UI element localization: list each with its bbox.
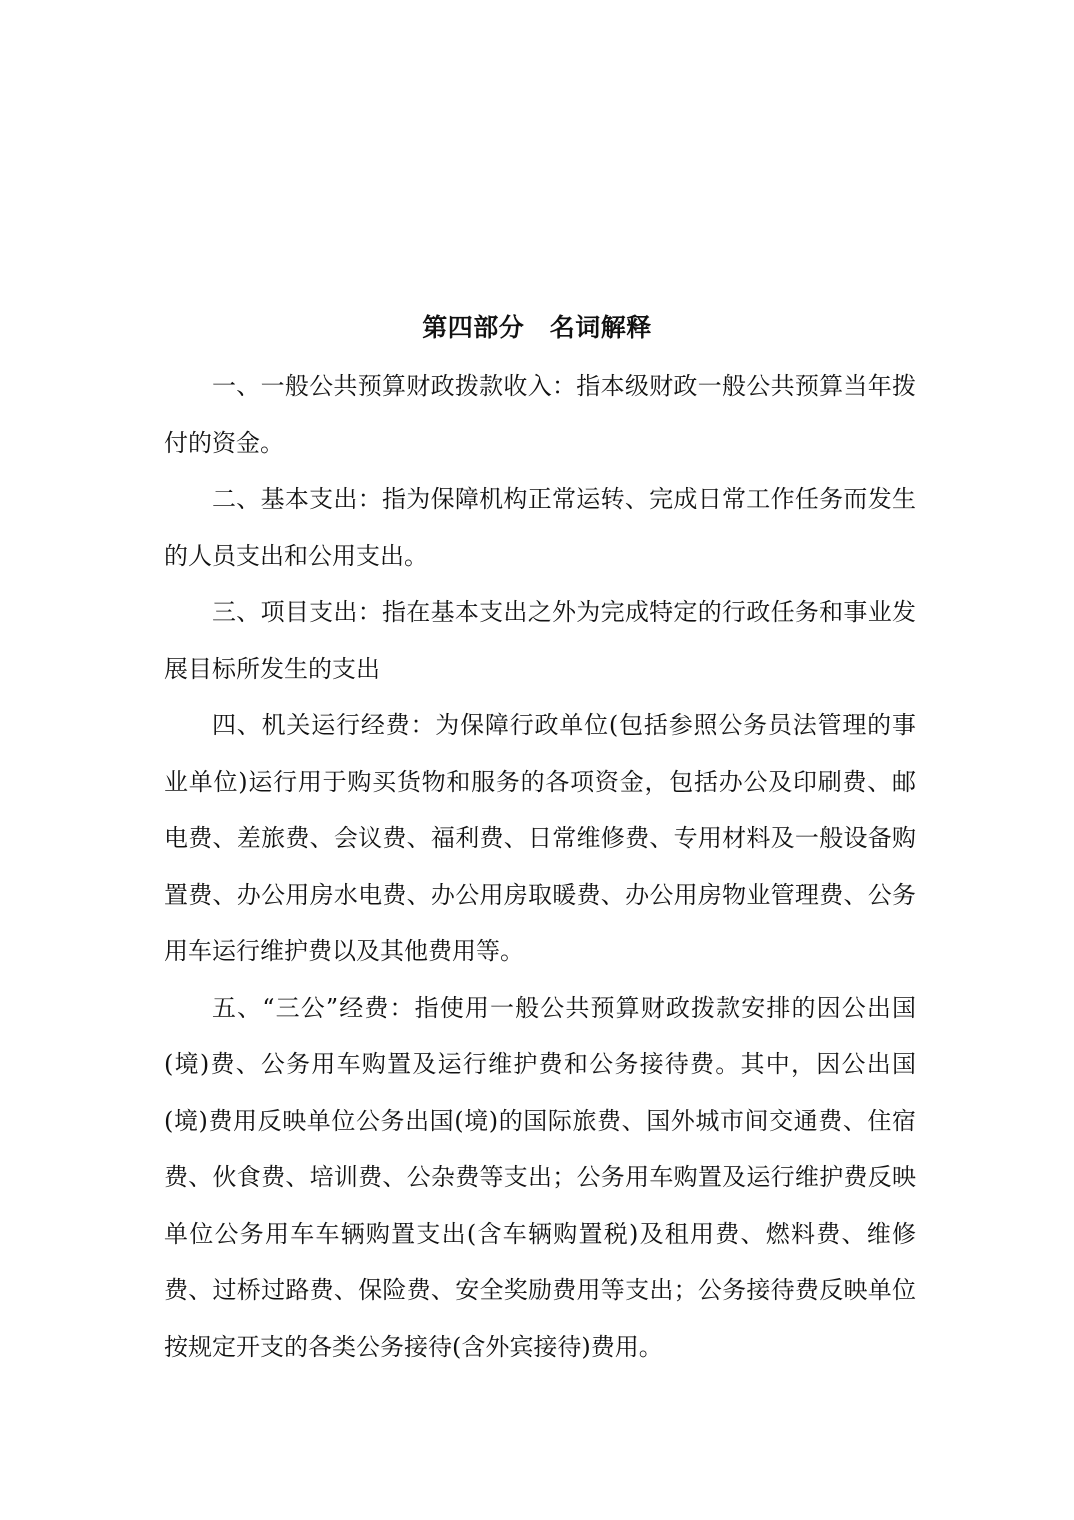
page-title: 第四部分 名词解释 <box>422 313 652 342</box>
document-body <box>164 358 916 1375</box>
paragraph-operating-expenses: 四、机关运行经费：为保障行政单位(包括参照公务员法管理的事业单位)运行用于购买货物和服务的各项资金，包括办公及印刷费、邮电费、差旅费、会议费、福利费、日常维修费、专用材料及一般设备购置费、办公用房水电费、办公用房取暖费、办公用房物业管理费、公务用车运行维护费以及其他费用等。 <box>164 711 916 965</box>
paragraph-three-public-expenses: 五、“三公”经费：指使用一般公共预算财政拨款安排的因公出国(境)费、公务用车购置及运行维护费和公务接待费。其中，因公出国(境)费用反映单位公务出国(境)的国际旅费、国外城市间交通费、住宿费、伙食费、培训费、公杂费等支出；公务用车购置及运行维护费反映单位公务用车车辆购置支出(含车辆购置税)及租用费、燃料费、维修费、过桥过路费、保险费、安全奖励费用等支出；公务接待费反映单位按规定开支的各类公务接待(含外宾接待)费用。 <box>164 993 916 1361</box>
paragraph-basic-expenditure: 二、基本支出：指为保障机构正常运转、完成日常工作任务而发生的人员支出和公用支出。 <box>164 485 916 570</box>
paragraph-project-expenditure: 三、项目支出：指在基本支出之外为完成特定的行政任务和事业发展目标所发生的支出 <box>164 598 916 683</box>
paragraph-general-budget-income: 一、一般公共预算财政拨款收入：指本级财政一般公共预算当年拨付的资金。 <box>164 372 916 457</box>
